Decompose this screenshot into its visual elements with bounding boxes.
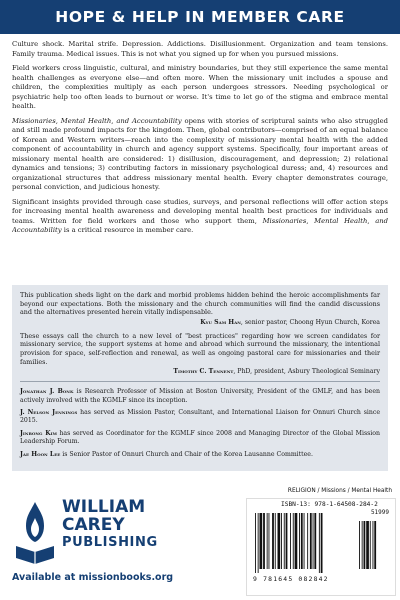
barcode-bar	[281, 513, 282, 569]
editor-bio	[20, 409, 380, 426]
publisher-name	[62, 498, 158, 552]
category-label: RELIGION / Missions / Mental Health	[287, 488, 392, 494]
publisher-line: PUBLISHING	[62, 535, 158, 550]
price-code: 51999	[370, 509, 389, 516]
barcode-bar	[321, 513, 323, 573]
paragraph-field-workers: Field workers cross linguistic, cultural, and ministry boundaries, but they still experience the same mental health challenges as everyone else—and often more. When the missionary unit includes a spouse and children, the complexities multiply as each person undergoes stressors. Needing psychological or psychiatric help too often leads to burnout or worse. It's time to let go of the stigma and embrace mental health.	[12, 64, 388, 110]
book-flame-icon	[12, 496, 58, 566]
insights-text: Significant insights provided through case studies, surveys, and personal reflections will offer action steps for increasing mental health awareness and developing mental health best practices for individuals and teams. Written for field workers and those who support them,	[12, 197, 388, 225]
book-title: Missionaries, Mental Health, and Accountability	[12, 116, 182, 125]
editor-bio	[20, 451, 380, 459]
overview-text: opens with stories of scriptural saints who also struggled and still made profound impacts for the kingdom. Then, global contributors—comprised of an equal balance of Korean and Western writers—reach into the complexity of missionary mental health with the added component of accountability in church and agency support systems. Specifically, four important areas of missionary mental health are considered: 1) disillusion, discouragement, and depression; 2) relational dynamics and tensions; 3) contributing factors in missionary psychological duress; and, 4) resources and organizational structures that address missionary mental health. Every chapter demonstrates courage, personal conviction, and judicious honesty.	[12, 116, 388, 191]
isbn-text: ISBN-13: 978-1-64508-284-2	[281, 501, 378, 508]
publisher-line: WILLIAM	[62, 497, 146, 517]
paragraph-intro: Culture shock. Marital strife. Depression. Addictions. Disillusionment. Organization and team tensions. Family trauma. Medical issues. This is not what you signed up for when you pursued missions.	[12, 40, 388, 58]
barcode-bar	[258, 513, 259, 573]
barcode-bar	[373, 521, 374, 569]
availability-link[interactable]: Available at missionbooks.org	[12, 572, 174, 583]
barcode-block	[246, 498, 396, 596]
header-bar	[0, 0, 400, 34]
barcode-bar	[272, 513, 274, 569]
barcode-bar	[374, 521, 376, 569]
barcode-digits: 9 781645 082842	[253, 575, 329, 583]
barcode-bar	[260, 513, 263, 569]
insights-end: is a critical resource in member care.	[61, 226, 194, 234]
editor-name: Jonathan J. Bonk	[20, 388, 74, 396]
barcode-bar	[290, 513, 291, 569]
barcode-bar	[275, 513, 276, 569]
paragraph-insights	[12, 198, 388, 236]
divider	[20, 381, 380, 382]
endorser-name: Timothy C. Tennent	[173, 368, 234, 376]
editor-text: is Research Professor of Mission at Boston University, President of the GMLF, and has been actively involved with the KGMLF since its inception.	[20, 388, 380, 404]
editor-bio	[20, 388, 380, 405]
back-cover-footer	[0, 480, 400, 600]
editor-name: Jae Hoon Lee	[20, 450, 61, 458]
barcode	[253, 513, 389, 575]
paragraph-overview	[12, 117, 388, 193]
barcode-bar	[319, 513, 320, 573]
barcode-panel	[246, 484, 396, 596]
barcode-bar	[364, 521, 366, 569]
barcode-bar	[301, 513, 303, 569]
barcode-bar	[362, 521, 363, 569]
barcode-bar	[359, 521, 360, 569]
editor-text: is Senior Pastor of Onnuri Church and Chair of the Korea Lausanne Committee.	[60, 450, 313, 458]
barcode-bar	[255, 513, 256, 573]
barcode-bar	[293, 513, 294, 569]
barcode-bar	[299, 513, 300, 569]
barcode-bar	[286, 513, 288, 569]
endorsement-quote: This publication sheds light on the dark and morbid problems hidden behind the heroic accomplishments far beyond our expectations. Both the missionary and the church communities will find the candid discussions and the alternatives presented herein vitally indispensable.	[20, 291, 380, 317]
barcode-bar	[307, 513, 308, 569]
page-title: HOPE & HELP IN MEMBER CARE	[55, 8, 345, 26]
endorsement-quote: These essays call the church to a new level of "best practices" regarding how we screen candidates for missionary service, the support systems at home and abroad which surround the missionary, the intentional provision for space, self-reflection and renewal, as well as ongoing pastoral care for missionaries and their families.	[20, 331, 380, 366]
endorsement-attribution	[20, 319, 380, 326]
barcode-bar	[370, 521, 371, 569]
endorsements-box	[12, 285, 388, 471]
barcode-bar	[267, 513, 268, 569]
description	[12, 40, 388, 310]
barcode-bar	[314, 513, 316, 569]
barcode-bar	[295, 513, 298, 569]
book-title: Missionaries, Mental Health, and Accountability	[12, 216, 388, 234]
endorser-role: , PhD, president, Asbury Theological Seminary	[233, 368, 380, 376]
barcode-bar	[269, 513, 270, 569]
barcode-bar	[366, 521, 369, 569]
barcode-bar	[310, 513, 312, 569]
endorser-role: , senior pastor, Choong Hyun Church, Korea	[240, 318, 380, 326]
barcode-bar	[278, 513, 281, 569]
barcode-bar	[313, 513, 314, 569]
barcode-bar	[284, 513, 285, 569]
barcode-bar	[304, 513, 305, 569]
editor-text: has served as Mission Pastor, Consultant, and International Liaison for Onnuri Church since 2015.	[20, 408, 380, 425]
publisher-logo	[12, 488, 172, 592]
editor-name: J. Nelson Jennings	[20, 408, 78, 416]
endorser-name: Kyu Sam Han	[200, 318, 241, 326]
barcode-bar	[263, 513, 265, 569]
editor-text: has served as Coordinator for the KGMLF since 2008 and Managing Director of the Global Mission Leadership Forum.	[20, 429, 380, 446]
editor-name: Jinbong Kim	[20, 429, 57, 437]
editor-bio	[20, 430, 380, 447]
endorsement-attribution	[20, 368, 380, 375]
publisher-line: CAREY	[62, 515, 125, 535]
